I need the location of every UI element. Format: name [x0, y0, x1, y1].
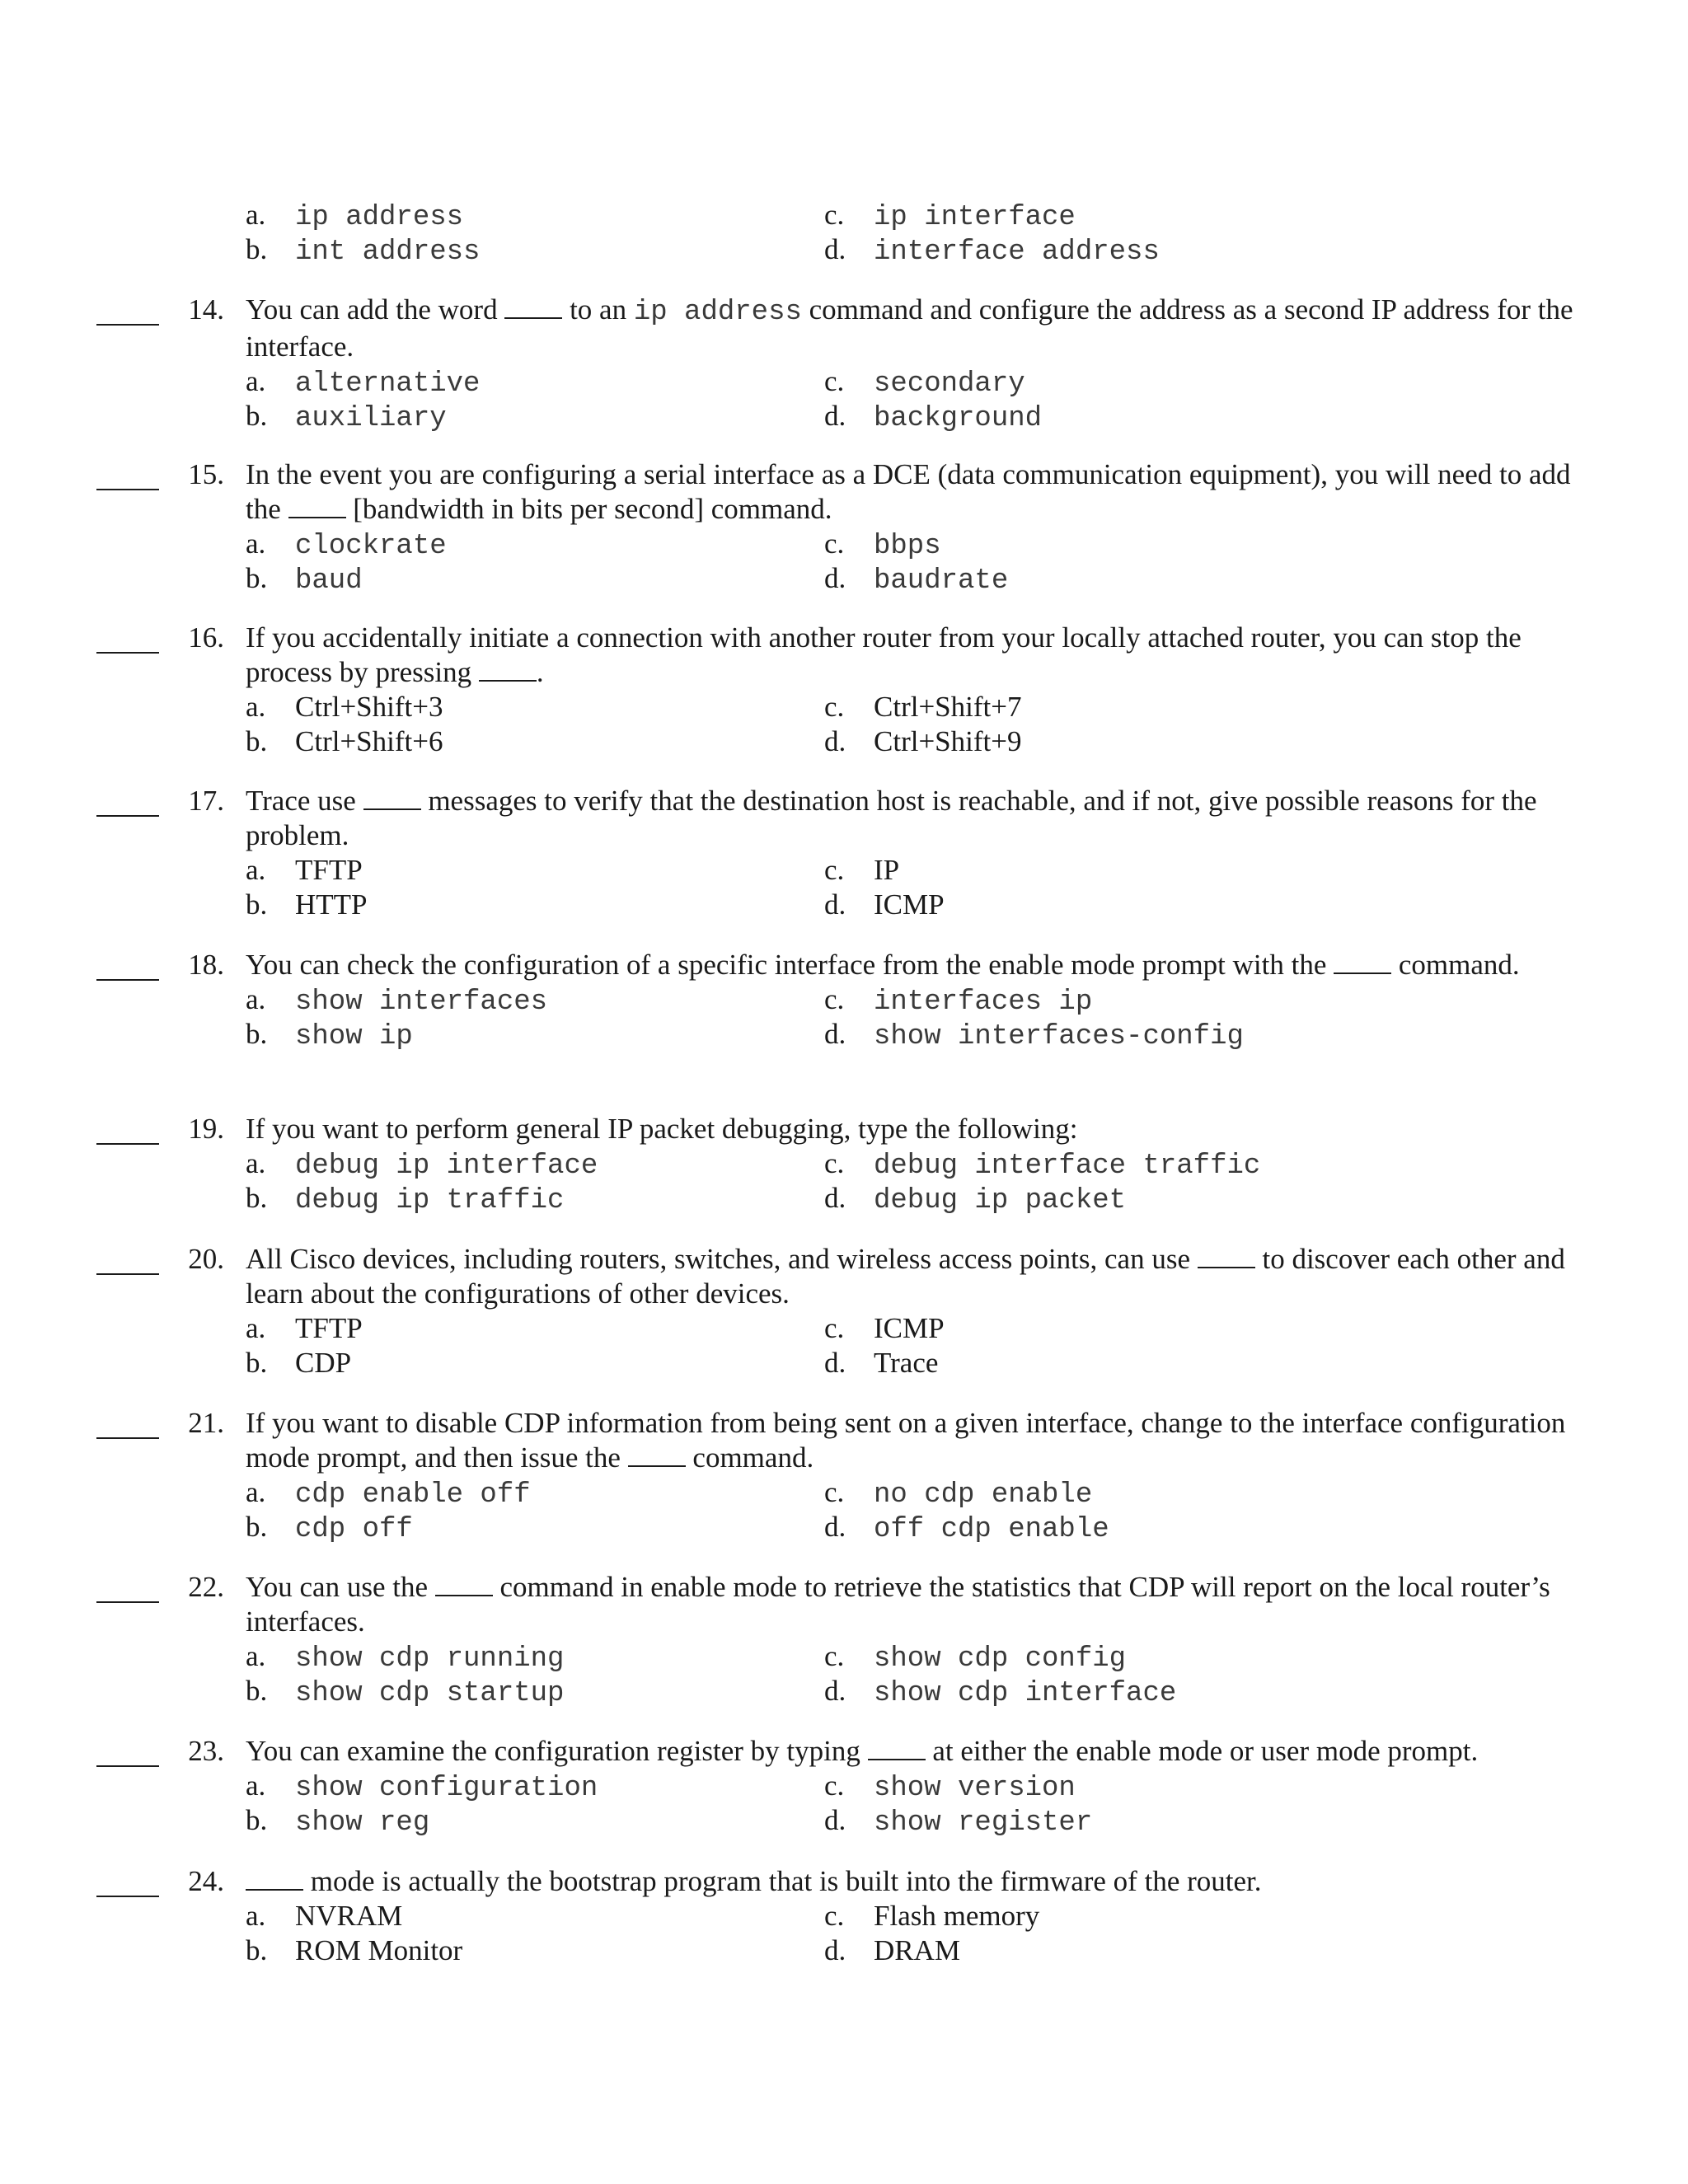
- option-d: [824, 1181, 1401, 1216]
- options-grid: [246, 853, 1597, 922]
- answer-blank[interactable]: [96, 293, 159, 326]
- option-a: [246, 1475, 824, 1510]
- option-letter: d.: [824, 233, 846, 265]
- option-d: [824, 1510, 1401, 1544]
- question-number: 24.: [188, 1865, 224, 1897]
- stem-text: If you want to perform general IP packet debugging, type the following:: [246, 1113, 1078, 1145]
- answer-blank[interactable]: [96, 1734, 159, 1767]
- inline-blank: [246, 1866, 303, 1891]
- option-text: show ip: [295, 1021, 413, 1052]
- options-grid: [246, 1639, 1597, 1708]
- option-a: [246, 364, 824, 399]
- option-letter: c.: [824, 1476, 845, 1508]
- option-letter: b.: [246, 1182, 268, 1214]
- option-text: clockrate: [295, 531, 447, 562]
- question-stem: [246, 1406, 1597, 1544]
- option-d: [824, 561, 1401, 596]
- option-text: Ctrl+Shift+3: [295, 691, 443, 723]
- options-grid: [246, 527, 1597, 596]
- carryover-options: [246, 198, 1401, 267]
- option-text: ICMP: [874, 888, 945, 921]
- answer-blank[interactable]: [96, 621, 159, 654]
- option-text: alternative: [295, 368, 481, 400]
- option-text: NVRAM: [295, 1900, 403, 1932]
- stem-code: ip address: [633, 297, 802, 328]
- option-text: int address: [295, 237, 481, 268]
- stem-text: mode is actually the bootstrap program that is built into the firmware of the router.: [303, 1865, 1262, 1897]
- stem-text: All Cisco devices, including routers, switches, and wireless access points, can use: [246, 1243, 1198, 1275]
- option-b: [246, 1510, 824, 1544]
- answer-blank[interactable]: [96, 1112, 159, 1145]
- options-grid: [246, 1146, 1597, 1216]
- stem-text: command and configure the address as a second IP address for the interface.: [246, 293, 1573, 363]
- stem-text: command.: [685, 1441, 814, 1474]
- option-letter: c.: [824, 1312, 845, 1344]
- stem-text: command.: [1391, 949, 1520, 981]
- option-letter: b.: [246, 400, 268, 432]
- stem-text: Trace use: [246, 785, 363, 817]
- option-d: [824, 1346, 1401, 1380]
- option-text: CDP: [295, 1347, 352, 1379]
- question-stem: [246, 1864, 1597, 1968]
- stem-text: to an: [562, 293, 634, 326]
- option-c: [824, 1769, 1401, 1803]
- option-letter: b.: [246, 1511, 268, 1543]
- answer-blank[interactable]: [96, 1406, 159, 1439]
- option-text: ip address: [295, 202, 464, 233]
- option-letter: b.: [246, 233, 268, 265]
- option-text: show cdp interface: [874, 1678, 1177, 1709]
- option-b: [246, 1674, 824, 1708]
- option-letter: d.: [824, 1934, 846, 1966]
- option-d: [824, 399, 1401, 434]
- option-letter: c.: [824, 1640, 845, 1672]
- question-stem: [246, 293, 1597, 434]
- option-text: show cdp config: [874, 1643, 1127, 1675]
- option-letter: a.: [246, 1147, 266, 1179]
- option-b: [246, 561, 824, 596]
- option-text: ROM Monitor: [295, 1934, 463, 1966]
- option-a: [246, 853, 824, 888]
- stem-text: .: [536, 656, 544, 688]
- option-text: no cdp enable: [874, 1479, 1093, 1511]
- stem-text: at either the enable mode or user mode prompt.: [925, 1735, 1479, 1767]
- option-text: cdp off: [295, 1514, 413, 1545]
- inline-blank: [1198, 1244, 1255, 1268]
- question-stem: [246, 1570, 1597, 1708]
- option-a: [246, 982, 824, 1017]
- option-text: baud: [295, 565, 363, 597]
- option-b: [246, 1933, 824, 1968]
- option-text: show reg: [295, 1807, 430, 1839]
- option-text: show interfaces: [295, 987, 548, 1018]
- answer-blank[interactable]: [96, 1864, 159, 1897]
- question-number: 23.: [188, 1735, 224, 1767]
- question-stem: [246, 457, 1597, 596]
- question-number: 16.: [188, 621, 224, 654]
- option-c: [824, 982, 1401, 1017]
- stem-text: messages to verify that the destination host is reachable, and if not, give possible reasons for the problem.: [246, 785, 1537, 851]
- option-d: [824, 1803, 1401, 1838]
- option-letter: c.: [824, 854, 845, 886]
- option-b: [246, 232, 824, 267]
- option-letter: c.: [824, 199, 845, 231]
- question-stem: [246, 1112, 1597, 1216]
- option-c: [824, 198, 1401, 232]
- option-b: [246, 888, 824, 922]
- option-letter: c.: [824, 1900, 845, 1932]
- option-letter: a.: [246, 1476, 266, 1508]
- inline-blank: [628, 1442, 686, 1467]
- option-a: [246, 1769, 824, 1803]
- option-letter: c.: [824, 691, 845, 723]
- option-text: ip interface: [874, 202, 1076, 233]
- answer-blank[interactable]: [96, 457, 159, 490]
- option-d: [824, 1933, 1401, 1968]
- option-letter: a.: [246, 1640, 266, 1672]
- option-text: Trace: [874, 1347, 939, 1379]
- option-b: [246, 399, 824, 434]
- option-letter: d.: [824, 400, 846, 432]
- option-text: show cdp running: [295, 1643, 565, 1675]
- option-b: [246, 1017, 824, 1052]
- option-letter: d.: [824, 725, 846, 757]
- option-c: [824, 364, 1401, 399]
- option-letter: c.: [824, 527, 845, 560]
- option-a: [246, 1899, 824, 1933]
- option-letter: b.: [246, 1675, 268, 1707]
- option-letter: a.: [246, 1312, 266, 1344]
- option-text: TFTP: [295, 854, 363, 886]
- option-text: show version: [874, 1773, 1076, 1804]
- option-letter: a.: [246, 199, 266, 231]
- option-text: baudrate: [874, 565, 1009, 597]
- question-stem: [246, 621, 1597, 759]
- option-letter: d.: [824, 1675, 846, 1707]
- question-stem: [246, 948, 1597, 1052]
- option-text: Ctrl+Shift+6: [295, 725, 443, 757]
- inline-blank: [435, 1572, 493, 1596]
- option-a: [246, 1639, 824, 1674]
- question-number: 15.: [188, 458, 224, 490]
- option-letter: d.: [824, 1347, 846, 1379]
- option-text: auxiliary: [295, 403, 447, 434]
- option-text: ICMP: [874, 1312, 945, 1344]
- question-number: 22.: [188, 1571, 224, 1603]
- option-a: [246, 198, 824, 232]
- option-letter: d.: [824, 1182, 846, 1214]
- option-letter: b.: [246, 725, 268, 757]
- option-letter: a.: [246, 527, 266, 560]
- option-c: [824, 1899, 1401, 1933]
- options-grid: [246, 1475, 1597, 1544]
- option-a: [246, 690, 824, 724]
- stem-text: [bandwidth in bits per second] command.: [345, 493, 832, 525]
- stem-text: You can add the word: [246, 293, 505, 326]
- option-letter: d.: [824, 562, 846, 594]
- option-text: show cdp startup: [295, 1678, 565, 1709]
- option-text: show configuration: [295, 1773, 598, 1804]
- options-grid: [246, 690, 1597, 759]
- option-letter: a.: [246, 365, 266, 397]
- option-text: Ctrl+Shift+7: [874, 691, 1022, 723]
- option-letter: a.: [246, 1769, 266, 1802]
- option-d: [824, 232, 1401, 267]
- question-number: 21.: [188, 1407, 224, 1439]
- option-letter: b.: [246, 1347, 268, 1379]
- option-b: [246, 724, 824, 759]
- option-c: [824, 1311, 1401, 1346]
- options-grid: [246, 1899, 1597, 1968]
- option-c: [824, 1639, 1401, 1674]
- options-grid: [246, 1769, 1597, 1838]
- option-text: show register: [874, 1807, 1093, 1839]
- option-letter: c.: [824, 1769, 845, 1802]
- option-text: IP: [874, 854, 900, 886]
- option-d: [824, 724, 1401, 759]
- option-d: [824, 1674, 1401, 1708]
- options-grid: [246, 1311, 1597, 1380]
- inline-blank: [363, 785, 421, 810]
- option-letter: b.: [246, 888, 268, 921]
- option-c: [824, 690, 1401, 724]
- option-b: [246, 1346, 824, 1380]
- stem-text: command in enable mode to retrieve the statistics that CDP will report on the local router’s interfaces.: [246, 1571, 1550, 1638]
- option-b: [246, 1803, 824, 1838]
- option-letter: d.: [824, 1511, 846, 1543]
- option-c: [824, 853, 1401, 888]
- option-letter: b.: [246, 1018, 268, 1050]
- option-text: bbps: [874, 531, 941, 562]
- option-text: cdp enable off: [295, 1479, 531, 1511]
- question-number: 19.: [188, 1113, 224, 1145]
- stem-text: If you accidentally initiate a connection with another router from your locally attached router, you can stop the process by pressing: [246, 621, 1522, 688]
- stem-text: In the event you are configuring a serial interface as a DCE (data communication equipment), you will need to add the: [246, 458, 1571, 525]
- option-text: debug interface traffic: [874, 1151, 1261, 1182]
- option-letter: d.: [824, 1018, 846, 1050]
- option-a: [246, 1146, 824, 1181]
- inline-blank: [479, 657, 537, 682]
- option-b: [246, 1181, 824, 1216]
- inline-blank: [504, 294, 562, 319]
- options-grid: [246, 982, 1597, 1052]
- options-grid: [246, 364, 1597, 434]
- option-letter: d.: [824, 1804, 846, 1836]
- question-stem: [246, 1734, 1597, 1838]
- option-letter: c.: [824, 983, 845, 1015]
- answer-blank[interactable]: [96, 1570, 159, 1603]
- option-a: [246, 527, 824, 561]
- option-c: [824, 1146, 1401, 1181]
- stem-text: to discover each other and learn about the configurations of other devices.: [246, 1243, 1565, 1310]
- option-text: debug ip traffic: [295, 1185, 565, 1216]
- option-letter: a.: [246, 1900, 266, 1932]
- inline-blank: [288, 494, 346, 518]
- answer-blank[interactable]: [96, 784, 159, 817]
- option-text: debug ip packet: [874, 1185, 1127, 1216]
- stem-text: You can examine the configuration register by typing: [246, 1735, 868, 1767]
- stem-text: If you want to disable CDP information from being sent on a given interface, change to the interface configuration mode prompt, and then issue the: [246, 1407, 1566, 1474]
- option-letter: d.: [824, 888, 846, 921]
- option-text: interfaces ip: [874, 987, 1093, 1018]
- question-number: 18.: [188, 949, 224, 981]
- option-letter: a.: [246, 983, 266, 1015]
- option-letter: c.: [824, 365, 845, 397]
- option-letter: b.: [246, 562, 268, 594]
- option-text: off cdp enable: [874, 1514, 1109, 1545]
- option-text: secondary: [874, 368, 1025, 400]
- answer-blank[interactable]: [96, 948, 159, 981]
- option-text: DRAM: [874, 1934, 961, 1966]
- option-letter: b.: [246, 1934, 268, 1966]
- option-text: HTTP: [295, 888, 368, 921]
- option-d: [824, 1017, 1401, 1052]
- option-d: [824, 888, 1401, 922]
- option-text: background: [874, 403, 1043, 434]
- option-letter: b.: [246, 1804, 268, 1836]
- question-number: 14.: [188, 293, 224, 326]
- question-number: 17.: [188, 785, 224, 817]
- option-text: interface address: [874, 237, 1160, 268]
- option-text: Ctrl+Shift+9: [874, 725, 1022, 757]
- option-letter: c.: [824, 1147, 845, 1179]
- option-text: debug ip interface: [295, 1151, 598, 1182]
- question-stem: [246, 1242, 1597, 1380]
- option-text: Flash memory: [874, 1900, 1040, 1932]
- option-c: [824, 1475, 1401, 1510]
- stem-text: You can use the: [246, 1571, 435, 1603]
- inline-blank: [868, 1736, 926, 1760]
- option-letter: a.: [246, 691, 266, 723]
- question-number: 20.: [188, 1243, 224, 1275]
- option-a: [246, 1311, 824, 1346]
- option-text: TFTP: [295, 1312, 363, 1344]
- answer-blank[interactable]: [96, 1242, 159, 1275]
- stem-text: You can check the configuration of a specific interface from the enable mode prompt with the: [246, 949, 1334, 981]
- option-letter: a.: [246, 854, 266, 886]
- option-text: show interfaces-config: [874, 1021, 1244, 1052]
- question-stem: [246, 784, 1597, 922]
- inline-blank: [1334, 949, 1391, 974]
- option-c: [824, 527, 1401, 561]
